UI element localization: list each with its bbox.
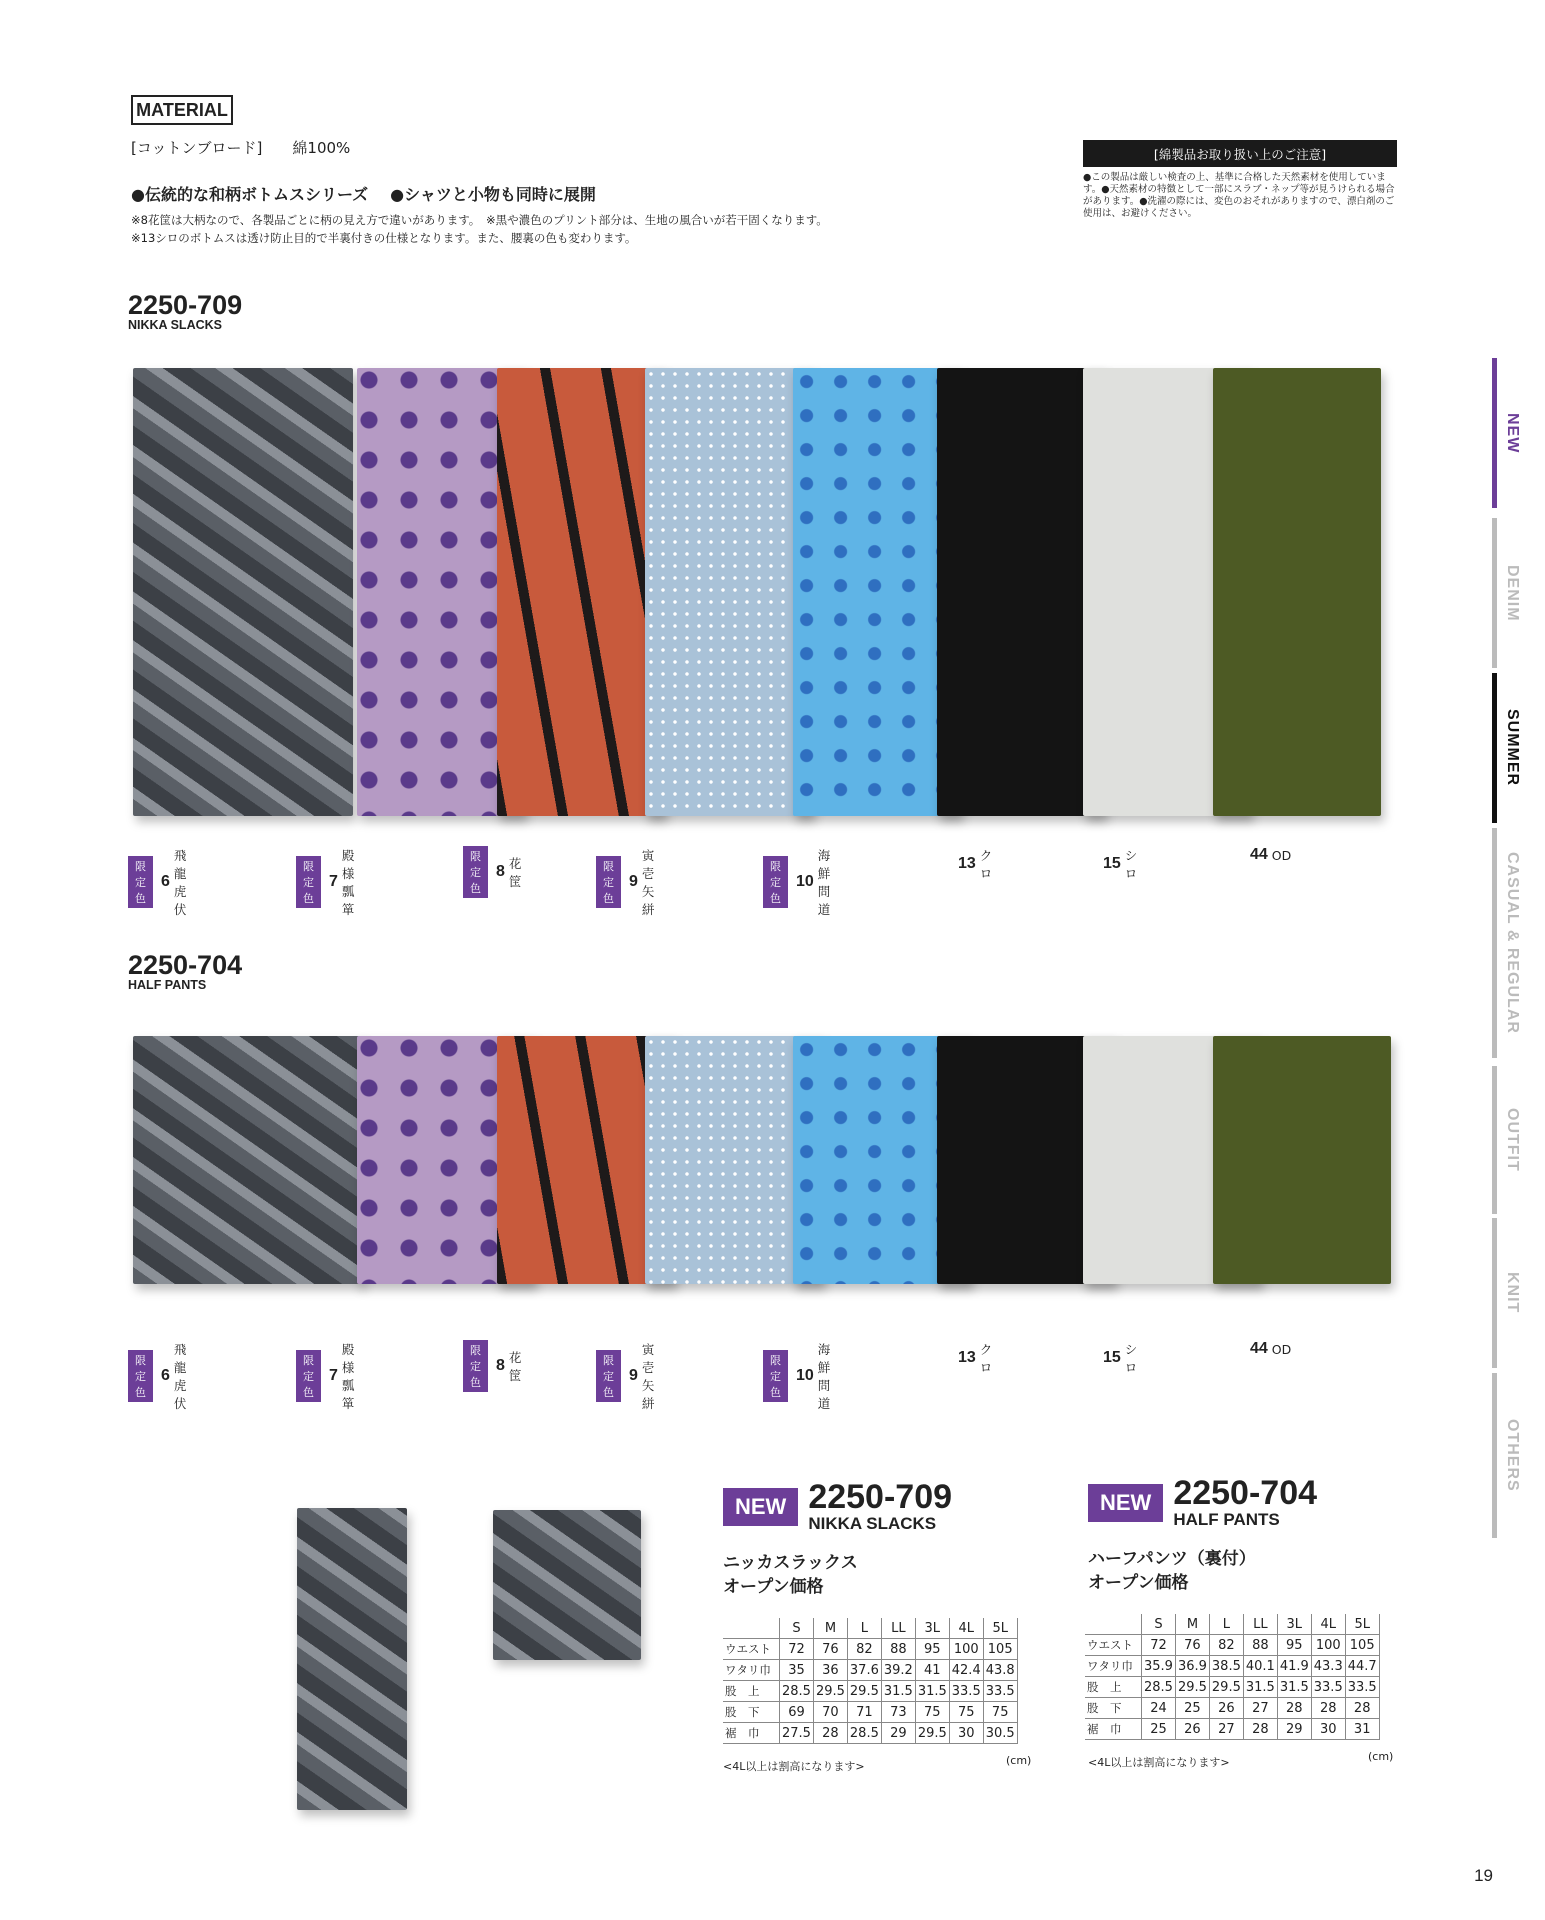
table-cell: 33.5	[983, 1681, 1017, 1702]
table-cell: 37.6	[847, 1660, 881, 1681]
table-row	[1085, 1719, 1379, 1740]
color-label-8	[463, 1340, 521, 1392]
spec-price-2: オープン価格	[1088, 1573, 1189, 1593]
table-cell: 100	[949, 1639, 983, 1660]
size-header: 5L	[1345, 1614, 1379, 1635]
table-cell: 28.5	[1142, 1677, 1176, 1698]
spec-footnote-1: <4L以上は割高になります>	[723, 1760, 865, 1773]
size-header: S	[1142, 1614, 1176, 1635]
color-name: 寅壱矢絣	[641, 1342, 655, 1411]
table-cell: 35	[780, 1660, 814, 1681]
color-number: 10	[796, 1367, 814, 1384]
limited-badge: 限定色	[296, 1350, 321, 1402]
table-cell: 30	[1311, 1719, 1345, 1740]
color-number: 10	[796, 873, 814, 890]
table-cell: 88	[1243, 1635, 1277, 1656]
table-cell: 25	[1142, 1719, 1176, 1740]
spec-name-2: HALF PANTS	[1173, 1510, 1280, 1529]
table-cell: 27.5	[780, 1723, 814, 1744]
table-cell: 69	[780, 1702, 814, 1723]
row-label: 股 上	[723, 1681, 780, 1702]
color-label-9	[596, 1340, 654, 1412]
table-row	[723, 1702, 1017, 1723]
size-table	[1085, 1614, 1380, 1740]
nav-label: CASUAL & REGULAR	[1504, 852, 1521, 1034]
note-1: ※8花筐は大柄なので、各製品ごとに柄の見え方で違いがあります。 ※黒や濃色のプリント部分は、生地の風合いが若干固くなります。	[131, 213, 828, 227]
color-label-10	[763, 1340, 830, 1412]
nav-indicator	[1492, 673, 1497, 823]
color-label-7	[296, 846, 354, 918]
material-label: MATERIAL	[131, 95, 233, 125]
table-cell: 30.5	[983, 1723, 1017, 1744]
table-cell: 29.5	[915, 1723, 949, 1744]
spec-header-2	[1088, 1476, 1317, 1530]
nav-label: DENIM	[1504, 564, 1521, 622]
color-label-13	[958, 846, 992, 882]
nav-outfit[interactable]	[1492, 1066, 1532, 1214]
garment-8	[497, 368, 665, 816]
table-cell: 28.5	[780, 1681, 814, 1702]
nav-indicator	[1492, 1218, 1497, 1368]
color-number: 6	[161, 873, 170, 890]
color-label-44	[1250, 1340, 1291, 1358]
table-cell: 25	[1175, 1698, 1209, 1719]
spec-header-1	[723, 1480, 952, 1534]
table-cell: 43.3	[1311, 1656, 1345, 1677]
color-number: 9	[629, 873, 638, 890]
table-cell: 28	[1311, 1698, 1345, 1719]
nav-summer[interactable]	[1492, 673, 1532, 823]
table-cell: 24	[1142, 1698, 1176, 1719]
table-cell: 31.5	[915, 1681, 949, 1702]
color-number: 9	[629, 1367, 638, 1384]
limited-badge: 限定色	[128, 1350, 153, 1402]
nav-label: KNIT	[1504, 1272, 1521, 1314]
color-name: シロ	[1124, 1342, 1138, 1375]
size-header: 4L	[1311, 1614, 1345, 1635]
color-number: 44	[1250, 1340, 1268, 1357]
spec-code-2: 2250-704	[1173, 1474, 1318, 1512]
care-body: ●この製品は厳しい検査の上、基準に合格した天然素材を使用しています。●天然素材の特徴として一部にスラブ・ネップ等が見うけられる場合があります。●洗濯の際には、変色のおそれがありますので、漂白剤のご使用は、お避けください。	[1083, 172, 1395, 219]
product-name-2: HALF PANTS	[128, 978, 207, 992]
spec-price-1: オープン価格	[723, 1577, 824, 1597]
spec-jname-2: ハーフパンツ（裏付）	[1088, 1549, 1256, 1569]
table-cell: 30	[949, 1723, 983, 1744]
table-cell: 70	[813, 1702, 847, 1723]
table-cell: 38.5	[1209, 1656, 1243, 1677]
table-row	[1085, 1635, 1379, 1656]
features	[131, 182, 596, 205]
table-cell: 29.5	[1209, 1677, 1243, 1698]
size-header: LL	[881, 1618, 915, 1639]
table-cell: 29	[881, 1723, 915, 1744]
color-label-9	[596, 846, 654, 918]
garment-13	[937, 368, 1105, 816]
feature-2: ●シャツと小物も同時に展開	[390, 185, 596, 204]
color-name: 花筐	[508, 1350, 522, 1383]
table-cell: 105	[1345, 1635, 1379, 1656]
row-label: 裾 巾	[1085, 1719, 1142, 1740]
spec-name-1: NIKKA SLACKS	[808, 1514, 937, 1533]
table-cell: 75	[949, 1702, 983, 1723]
size-table-1	[723, 1618, 1018, 1744]
table-row	[723, 1639, 1017, 1660]
color-name: 花筐	[508, 856, 522, 889]
table-cell: 72	[1142, 1635, 1176, 1656]
table-cell: 26	[1175, 1719, 1209, 1740]
color-label-44	[1250, 846, 1291, 864]
table-row	[1085, 1656, 1379, 1677]
table-cell: 100	[1311, 1635, 1345, 1656]
color-name: 寅壱矢絣	[641, 848, 655, 917]
spec-footnote-2: <4L以上は割高になります>	[1088, 1756, 1230, 1769]
color-number: 8	[496, 863, 505, 880]
table-cell: 71	[847, 1702, 881, 1723]
table-cell: 28	[813, 1723, 847, 1744]
nav-label: OTHERS	[1504, 1419, 1521, 1492]
limited-badge: 限定色	[763, 856, 788, 908]
table-row	[723, 1681, 1017, 1702]
size-header: 3L	[915, 1618, 949, 1639]
color-label-8	[463, 846, 521, 898]
table-cell: 41	[915, 1660, 949, 1681]
spec-jname-1: ニッカスラックス	[723, 1553, 858, 1573]
product-name-1: NIKKA SLACKS	[128, 318, 222, 332]
size-header: 5L	[983, 1618, 1017, 1639]
size-header: L	[1209, 1614, 1243, 1635]
nav-indicator	[1492, 1066, 1497, 1214]
side-navigation	[1492, 358, 1532, 1538]
table-cell: 33.5	[949, 1681, 983, 1702]
table-cell: 29.5	[847, 1681, 881, 1702]
color-number: 6	[161, 1367, 170, 1384]
note-2: ※13シロのボトムスは透け防止目的で半裏付きの仕様となります。また、腰裏の色も変わります。	[131, 231, 637, 245]
halfpants-photo	[493, 1510, 641, 1660]
row-label: 股 下	[723, 1702, 780, 1723]
garment-9	[645, 368, 813, 816]
table-cell: 28	[1243, 1719, 1277, 1740]
fabric-info	[131, 137, 350, 158]
limited-badge: 限定色	[128, 856, 153, 908]
table-cell: 40.1	[1243, 1656, 1277, 1677]
row-label: ウエスト	[1085, 1635, 1142, 1656]
row-label: ワタリ巾	[1085, 1656, 1142, 1677]
color-number: 7	[329, 1367, 338, 1384]
table-row	[1085, 1677, 1379, 1698]
nav-knit[interactable]	[1492, 1218, 1532, 1368]
nav-label: SUMMER	[1504, 709, 1521, 787]
color-label-7	[296, 1340, 354, 1412]
table-cell: 39.2	[881, 1660, 915, 1681]
color-number: 13	[958, 1349, 976, 1366]
table-cell: 27	[1243, 1698, 1277, 1719]
color-label-15	[1103, 1340, 1137, 1376]
table-row	[1085, 1698, 1379, 1719]
row-label: 股 下	[1085, 1698, 1142, 1719]
new-badge: NEW	[1088, 1484, 1163, 1522]
care-title: [綿製品お取り扱い上のご注意]	[1083, 140, 1397, 167]
table-cell: 75	[915, 1702, 949, 1723]
nav-casual-regular[interactable]	[1492, 828, 1532, 1058]
size-header: L	[847, 1618, 881, 1639]
nav-indicator	[1492, 518, 1497, 668]
table-cell: 26	[1209, 1698, 1243, 1719]
color-name: クロ	[979, 1342, 993, 1375]
nav-indicator	[1492, 828, 1497, 1058]
color-name: 飛龍虎伏	[173, 1342, 187, 1411]
color-name: 飛龍虎伏	[173, 848, 187, 917]
table-cell: 33.5	[1345, 1677, 1379, 1698]
color-name: 海鮮問道	[817, 1342, 831, 1411]
garment-10	[793, 368, 961, 816]
color-name: 海鮮問道	[817, 848, 831, 917]
color-label-15	[1103, 846, 1137, 882]
table-cell: 36.9	[1175, 1656, 1209, 1677]
size-header: LL	[1243, 1614, 1277, 1635]
table-cell: 28.5	[847, 1723, 881, 1744]
garment-6	[133, 368, 353, 816]
row-label: ウエスト	[723, 1639, 780, 1660]
row-label: ワタリ巾	[723, 1660, 780, 1681]
table-cell: 72	[780, 1639, 814, 1660]
row-label: 裾 巾	[723, 1723, 780, 1744]
limited-badge: 限定色	[763, 1350, 788, 1402]
product-code-2: 2250-704	[128, 950, 243, 980]
product-code-1: 2250-709	[128, 290, 243, 320]
table-cell: 28	[1345, 1698, 1379, 1719]
table-cell: 88	[881, 1639, 915, 1660]
table-cell: 41.9	[1277, 1656, 1311, 1677]
table-cell: 105	[983, 1639, 1017, 1660]
table-cell: 82	[847, 1639, 881, 1660]
garment-44	[1213, 368, 1381, 816]
table-cell: 31	[1345, 1719, 1379, 1740]
table-cell: 82	[1209, 1635, 1243, 1656]
table-cell: 31.5	[1277, 1677, 1311, 1698]
size-header: S	[780, 1618, 814, 1639]
color-name: シロ	[1124, 848, 1138, 881]
color-number: 15	[1103, 855, 1121, 872]
size-table-2	[1085, 1614, 1380, 1740]
limited-badge: 限定色	[463, 846, 488, 898]
table-cell: 75	[983, 1702, 1017, 1723]
table-cell: 95	[915, 1639, 949, 1660]
table-cell: 35.9	[1142, 1656, 1176, 1677]
nav-indicator	[1492, 1373, 1497, 1538]
size-header: 4L	[949, 1618, 983, 1639]
table-cell: 29.5	[1175, 1677, 1209, 1698]
limited-badge: 限定色	[463, 1340, 488, 1392]
color-name: 殿様瓢箪	[341, 848, 355, 917]
garment-44	[1213, 1036, 1391, 1284]
color-number: 8	[496, 1357, 505, 1374]
spec-code-1: 2250-709	[808, 1478, 953, 1516]
slacks-photo	[297, 1508, 407, 1810]
page-number: 19	[1474, 1866, 1493, 1885]
nav-label: NEW	[1504, 412, 1521, 454]
size-header: M	[813, 1618, 847, 1639]
color-number: 15	[1103, 1349, 1121, 1366]
garment-6	[133, 1036, 363, 1284]
color-label-6	[128, 1340, 186, 1412]
spec-unit-2: (cm)	[1368, 1750, 1394, 1763]
size-header: M	[1175, 1614, 1209, 1635]
fabric-type: [コットンブロード]	[131, 139, 263, 157]
table-cell: 31.5	[881, 1681, 915, 1702]
table-cell: 28	[1277, 1698, 1311, 1719]
nav-label: OUTFIT	[1504, 1108, 1521, 1172]
table-cell: 29.5	[813, 1681, 847, 1702]
table-cell: 36	[813, 1660, 847, 1681]
nav-indicator	[1492, 358, 1497, 508]
nav-denim[interactable]	[1492, 518, 1532, 668]
new-badge: NEW	[723, 1488, 798, 1526]
table-cell: 27	[1209, 1719, 1243, 1740]
table-cell: 73	[881, 1702, 915, 1723]
color-name: 殿様瓢箪	[341, 1342, 355, 1411]
size-table	[723, 1618, 1018, 1744]
spec-unit-1: (cm)	[1006, 1754, 1032, 1767]
row-label: 股 上	[1085, 1677, 1142, 1698]
table-row	[723, 1723, 1017, 1744]
limited-badge: 限定色	[596, 1350, 621, 1402]
color-name: OD	[1271, 847, 1292, 863]
table-cell: 33.5	[1311, 1677, 1345, 1698]
table-cell: 43.8	[983, 1660, 1017, 1681]
limited-badge: 限定色	[596, 856, 621, 908]
color-name: クロ	[979, 848, 993, 881]
table-cell: 44.7	[1345, 1656, 1379, 1677]
color-label-13	[958, 1340, 992, 1376]
table-cell: 76	[1175, 1635, 1209, 1656]
table-cell: 95	[1277, 1635, 1311, 1656]
color-number: 7	[329, 873, 338, 890]
table-cell: 76	[813, 1639, 847, 1660]
color-label-6	[128, 846, 186, 918]
color-name: OD	[1271, 1341, 1292, 1357]
limited-badge: 限定色	[296, 856, 321, 908]
table-cell: 29	[1277, 1719, 1311, 1740]
color-number: 13	[958, 855, 976, 872]
nav-others[interactable]	[1492, 1373, 1532, 1538]
color-label-10	[763, 846, 830, 918]
color-number: 44	[1250, 846, 1268, 863]
feature-1: ●伝統的な和柄ボトムスシリーズ	[131, 185, 369, 204]
table-cell: 31.5	[1243, 1677, 1277, 1698]
size-header: 3L	[1277, 1614, 1311, 1635]
nav-new[interactable]	[1492, 358, 1532, 508]
fabric-composition: 綿100%	[292, 139, 351, 157]
table-cell: 42.4	[949, 1660, 983, 1681]
table-row	[723, 1660, 1017, 1681]
